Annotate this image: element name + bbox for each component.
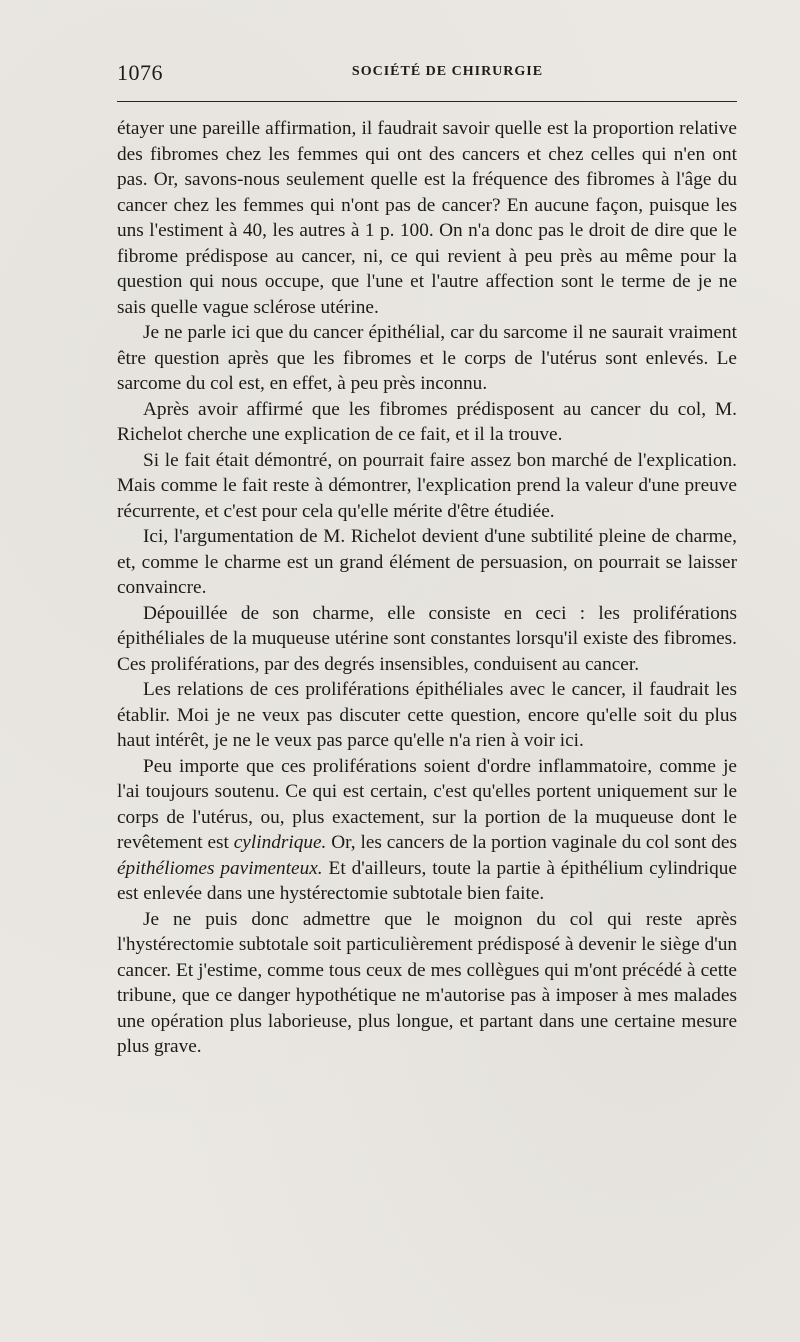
- paragraph: Ici, l'argumentation de M. Richelot devient d'une subtilité pleine de charme, et, comme le charme est un grand élément de persuasion, on pourrait se laisser convaincre.: [117, 526, 737, 598]
- italic-term: épithéliomes pavimenteux.: [117, 857, 323, 879]
- paragraph: [117, 754, 737, 907]
- running-title: SOCIÉTÉ DE CHIRURGIE: [351, 64, 544, 79]
- paragraph: étayer une pareille affirmation, il faudrait savoir quelle est la proportion relative des fibromes chez les femmes qui ont des cancers et chez celles qui n'en ont pas. Or, savons-nous seulement quelle est la fréquence des fibromes à l'âge du cancer chez les femmes qui n'ont pas de cancer? En aucune façon, puisque les uns l'estiment à 40, les autres à 1 p. 100. On n'a donc pas le droit de dire que le fibrome prédispose au cancer, ni, ce qui revient à peu près au même pour la question qui nous occupe, que l'une et l'autre affection sont le terme de je ne sais quelle vague sclérose utérine.: [117, 118, 737, 318]
- paragraph: Si le fait était démontré, on pourrait faire assez bon marché de l'explication. Mais comme le fait reste à démontrer, l'explication prend la valeur d'une preuve récurrente, et c'est pour cela qu'elle mérite d'être étudiée.: [117, 449, 737, 522]
- paragraph: Après avoir affirmé que les fibromes prédisposent au cancer du col, M. Richelot cherche une explication de ce fait, et il la trouve.: [117, 398, 737, 445]
- italic-term: cylindrique.: [233, 832, 327, 853]
- paragraph: Je ne parle ici que du cancer épithélial, car du sarcome il ne saurait vraiment être question après que les fibromes et le corps de l'utérus sont enlevés. Le sarcome du col est, en effet, à peu près inconnu.: [117, 322, 737, 394]
- paragraph-text: Peu importe que ces proliférations soient d'ordre inflammatoire, comme je l'ai toujours soutenu. Ce qui est certain, c'est qu'elles portent uniquement sur le corps de l'utérus, ou, plus exactement, sur la portion de la muqueuse dont le revêtement est: [117, 755, 737, 853]
- page-header: [117, 58, 738, 88]
- paragraph: Les relations de ces proliférations épithéliales avec le cancer, il faudrait les établir. Moi je ne veux pas discuter cette question, encore qu'elle soit du plus haut intérêt, je ne le veux pas parce qu'elle n'a rien à voir ici.: [117, 679, 737, 751]
- paragraph-text: Or, les cancers de la portion vaginale du col sont des: [326, 832, 737, 853]
- body-text: [117, 116, 737, 1060]
- paragraph: Dépouillée de son charme, elle consiste en ceci : les proliférations épithéliales de la muqueuse utérine sont constantes lorsqu'il existe des fibromes. Ces proliférations, par des degrés insensibles, conduisent au cancer.: [117, 602, 737, 675]
- paragraph-text: Et d'ailleurs, toute la partie à épithélium cylindrique est enlevée dans une hystérectomie subtotale bien faite.: [117, 857, 737, 904]
- page-number: 1076: [117, 60, 163, 85]
- paragraph: Je ne puis donc admettre que le moignon du col qui reste après l'hystérectomie subtotale soit particulièrement prédisposé à devenir le siège d'un cancer. Et j'estime, comme tous ceux de mes collègues qui m'ont précédé à cette tribune, que ce danger hypothétique ne m'autorise pas à imposer à mes malades une opération plus laborieuse, plus longue, et partant dans une certaine mesure plus grave.: [117, 908, 737, 1057]
- header-divider: [117, 101, 737, 102]
